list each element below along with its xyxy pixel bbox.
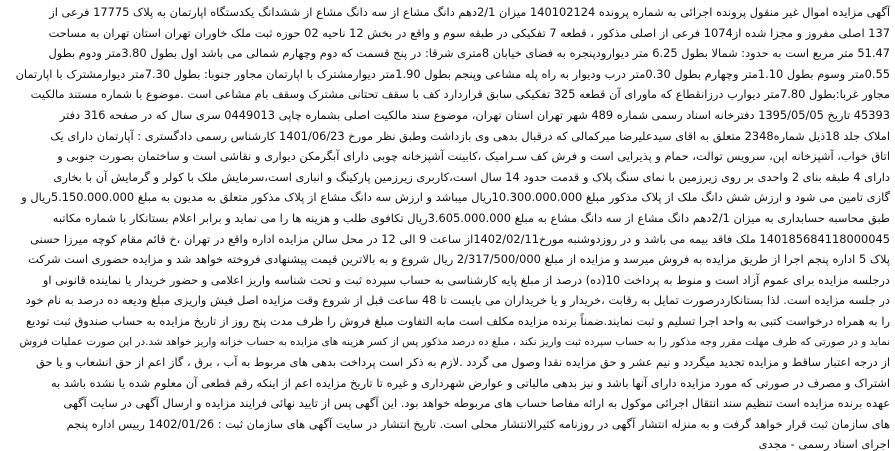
notice-line: های سازمان ثبت قرار خواهد گرفت و به منزله انتشار آگهی در روزنامه کثیرالانتشار محلی است. تاریخ انتشار در سایت آگهی های سازمان ثبت : 1402/01/26 رییس اداره پنجم [66,416,890,431]
notice-line: نماید و در صورتی که ظرف مهلت مقرر وجه مذکور را به حساب سپرده ثبت واریز نکند ، مبلغ ده درصد مذکور پس از کسر هزینه های مزایده به حساب خزانه واریز خواهد شد.در این صورت عملیات فروش [19,335,890,348]
notice-line: در جلسه مزایده است. لذا بستانکاردرصورت تمایل به رقابت ،خریدار و یا خریداران می بایست تا 48 ساعت قبل از شروع وقت مزایده اصل فیش واریزی مبلغ ودیعه ده درصد به نام خود [25,293,890,308]
notice-line: مجاور غربا:بطول 7.80متر دیوارب درزانقطاع که ماورای آن قطعه 325 تفکیکی سابق قراردارد کف با سقف تحتانی مشترک وسقف بام مشاعی است .موضوع با شماره مستند مالکیت [30,87,890,102]
notice-line: آگهی مزایده اموال غیر منقول پرونده اجرائی به شماره پرونده 140102124 میزان 2/1دهم دانگ مشاع از سه دانگ مشاع از ششدانگ یکدستگاه اپارتمان به پلاک 17775 فرعی از [49,5,890,19]
notice-line: از درجه اعتبار ساقط و مزایده تجدید میگردد و نیم عشر و حق مزایده نقدا وصول می گردد .لازم به ذکر است پرداخت بدهی های مربوط به آب ، برق ، گاز اعم از حق انشعاب و یا حق [35,355,890,370]
notice-line: 45393 تاریخ 1395/05/05 دفترخانه اسناد رسمی شماره 489 شهر تهران استان تهران، موضوع سند مالکیت اصلی بشماره چاپی 0449013 سری سال که در صفحه 316 دفتر [59,107,890,122]
notice-line: 51.47 متر مربع است به حدود: شمالا بطول 6.25 متر دیوارودپنجره به فضای خیابان 8متری شرقا: در پنج قسمت که دوم وچهارم شمالی می باشد اول بطول 3.80متر ودوم بطول [48,46,890,61]
notice-line: اتاق خواب، آشپزخانه اپن، سرویس توالت، حمام و پذیرایی است و فرش کف سـرامیک ،کابینت آشپزخانه چوبی دارای آبگرمکن دیواری و نقاشی است و ساختمان بصورت جنوبی و [57,149,890,164]
notice-line: اشتراک و مصرف در صورتی که مورد مزایده دارای آنها باشد و نیز بدهی مالیاتی و عوارض شهرداری و غیره تا تاریخ مزایده اعم از اینکه رقم قطعی آن معلوم شده یا نشده باشد به [50,375,890,390]
notice-line: طبق محاسبه حسابداری به میزان 2/1دهم دانگ مشاع از سه دانگ مشاع به مبلغ 3.605.000.000ریال تکافوی طلب و هزینه ها را می نماید و برابر اعلام بستانکار با شماره مکاتبه [52,210,890,225]
notice-line: املاک جلد 18ذیل شماره2348 متعلق به اقای سیدعلیرضا میرکمالی که درقبال بدهی وی بازداشت وطبق نظر مورخ 1401/06/23 کارشناس رسمی دادگستری : آپارتمان دارای یک [50,128,890,143]
notice-line: دارای 4 طبقه بنای 2 واحدی بر روی زیرزمین با نمای سنگ پلاک و قدمت حدود 14 سال است،کاربری زیرزمین پارکینگ و انباری است،سرمایش ملک با کولر و گرمایش آن با بخاری [53,169,890,184]
notice-line: عهده برنده مزایده است تنظیم سند انتقال اجرائی موکول به ارائه مفاصا حساب های مربوطه خواهد بود. این آگهی پس از تایید نهائی فرایند مزایده و ارسال آگهی در سایت آگهی [63,396,890,411]
notice-line: گازی تامین می شود و ارزش شش دانگ ملک از پلاک مذکور مبلغ 10.300.000.000ریال میباشد و ارزش سه دانگ مشاع از پلاک مذکور متعلق به مدیون به مبلغ 5.150.000.000ریال و [21,190,890,205]
notice-line: پلاک 5 اداره پنجم اجرا از طریق مزایده به فروش میرسد و مزایده از مبلغ 2/317/500/000 ریال شروع و به بالاترین قیمت پیشنهادی فروخته خواهد شد و مزایده حضوری است شرکت [28,252,890,267]
notice-line: 137 اصلی مفروز و مجزا شده از1074 فرعی از اصلی مذکور ، قطعه 7 تفکیکی در طبقه سوم و واقع در بخش 12 ناحیه 02 حوزه ثبت ملک خاوران تهران استان تهران به مساحت [48,25,890,40]
notice-line: را به همراه درخواست کتبی به واحد اجرا تسلیم و ثبت نمایند.ضمناً برنده مزایده مکلف است مابه التفاوت مبلغ فروش را ظرف مدت پنج روز از تاریخ مزایده به حساب صندوق ثبت تودیع [26,313,890,328]
notice-line: 140185684118000045 ملک فاقد بیمه می باشد و در روزدوشنبه مورخ1402/02/11از ساعت 9 الی 12 در محل سالن مزایده اداره واقع در تهران ،خ قائم مقام کوچه میرزا حسنی [30,231,890,246]
notice-line-last: اجرای اسناد رسمی - مجدی [758,437,890,451]
notice-line: 0.55متر وسوم بطول 1.10متر وچهارم بطول 0.30متر درب ودیوار به راه پله مشاعی وپنجم بطول 1.90متر دیوارمشترک با اپارتمان مجاور جنوبا: بطول 7.30متر دیوارمشترک با اپارتمان [15,66,890,81]
notice-line: درجلسه مزایده برای عموم آزاد است و منوط به پرداخت 10(ده) درصد از مبلغ پایه کارشناسی به حساب سپرده ثبت و تحت شناسه واریز اعلامی و حضور خریدار یا نماینده قانونی او [42,272,890,287]
